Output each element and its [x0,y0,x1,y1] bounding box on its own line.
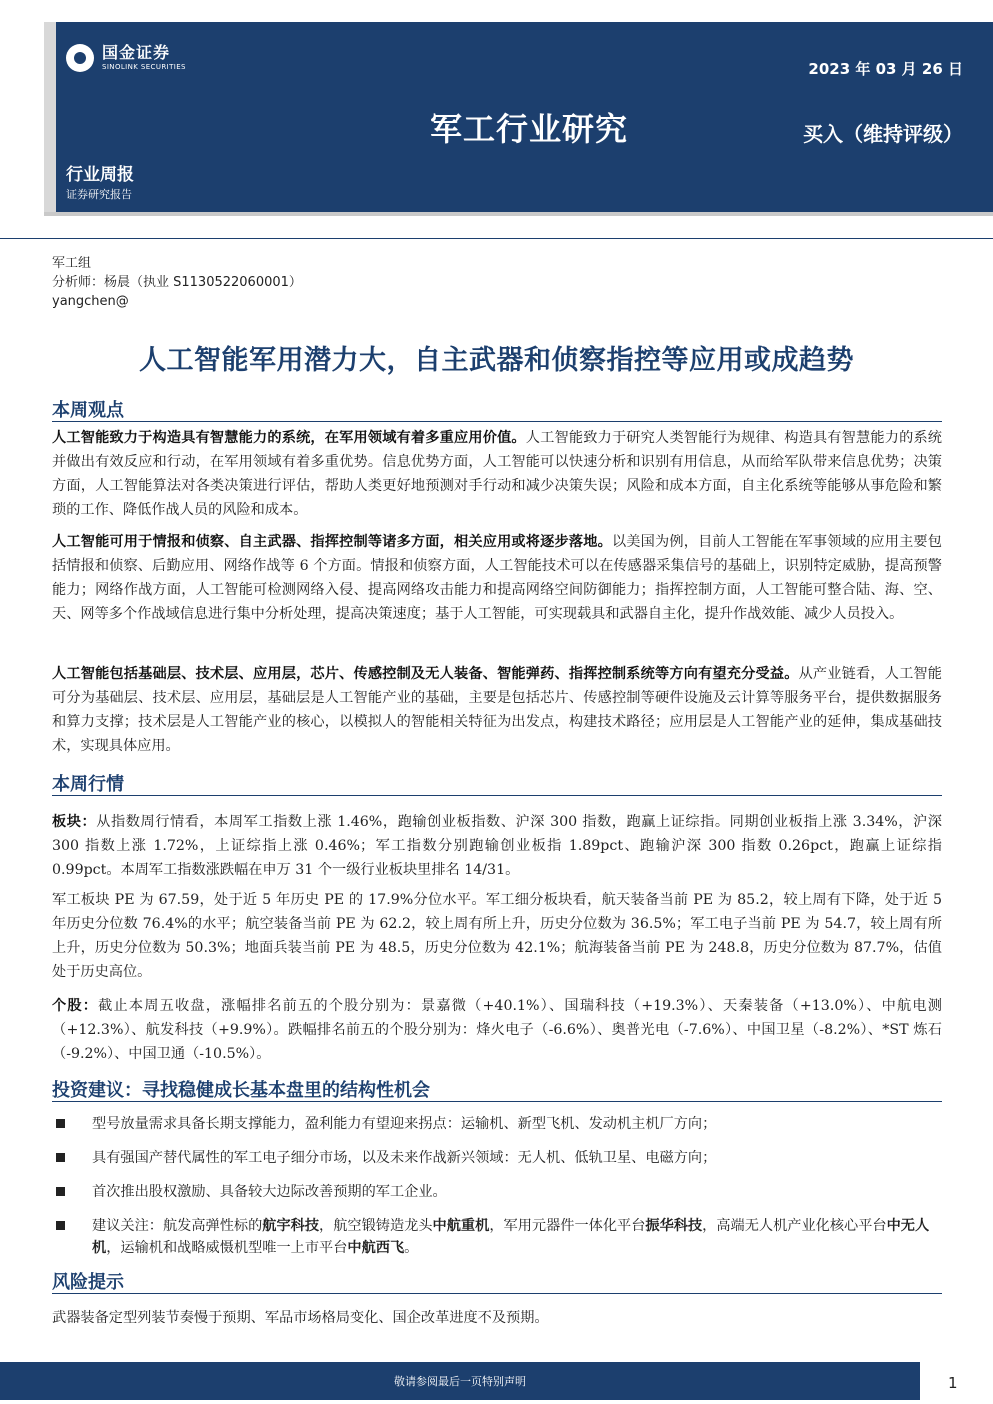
section-title-view: 本周观点 [52,400,124,421]
analyst-email: yangchen@ [52,294,129,309]
view-p1-lead: 人工智能致力于构造具有智慧能力的系统，在军用领域有着多重应用价值。 [52,430,526,446]
bullet-square-icon [56,1119,65,1128]
market-p3-lead: 个股： [52,998,99,1014]
list-item: 首次推出股权激励、具备较大边际改善预期的军工企业。 [52,1181,942,1203]
view-paragraph-2 [52,530,942,626]
logo-name-cn: 国金证券 [102,43,171,62]
section-divider [52,1101,942,1102]
section-divider [52,1293,942,1294]
view-paragraph-1 [52,426,942,522]
section-title-invest: 投资建议：寻找稳健成长基本盘里的结构性机会 [52,1080,430,1101]
report-date: 2023 年 03 月 26 日 [808,60,963,78]
section-title-risk: 风险提示 [52,1272,124,1293]
bullet-square-icon [56,1221,65,1230]
market-p3-body: 截止本周五收盘，涨幅排名前五的个股分别为：景嘉微（+40.1%）、国瑞科技（+19.3%）、天秦装备（+13.0%）、中航电测（+12.3%）、航发科技（+9.9%）。跌幅排名前五的个股分别为：烽火电子（-6.6%）、奥普光电（-7.6%）、中国卫星（-8.2%）、*ST 炼石（-9.2%）、中国卫通（-10.5%）。 [52,998,942,1062]
market-paragraph-2 [52,888,942,984]
footer-notice: 敬请参阅最后一页特别声明 [394,1375,526,1388]
market-p1-lead: 板块： [52,814,97,830]
logo-name-en: SINOLINK SECURITIES [102,63,186,71]
market-paragraph-1 [52,810,942,882]
view-p3-lead: 人工智能包括基础层、技术层、应用层，芯片、传感控制及无人装备、智能弹药、指挥控制系统等方向有望充分受益。 [52,666,799,682]
bullet-square-icon [56,1187,65,1196]
list-item: 具有强国产替代属性的军工电子细分市场，以及未来作战新兴领域：无人机、低轨卫星、电磁方向； [52,1147,942,1169]
invest-list [52,1113,942,1259]
report-type: 行业周报 [66,165,134,185]
list-item: 型号放量需求具备长期支撑能力，盈利能力有望迎来拐点：运输机、新型飞机、发动机主机厂方向； [52,1113,942,1135]
analyst-name: 分析师：杨晨（执业 S1130522060001） [52,275,302,290]
section-divider [52,795,942,796]
report-subtype: 证券研究报告 [66,188,132,201]
page-number: 1 [948,1374,958,1392]
market-paragraph-3 [52,994,942,1066]
analyst-info [52,254,302,311]
report-headline: 人工智能军用潜力大，自主武器和侦察指控等应用或成趋势 [139,345,854,376]
logo-mark-icon [66,44,94,72]
market-p2-body: 军工板块 PE 为 67.59，处于近 5 年历史 PE 的 17.9%分位水平。军工细分板块看，航天装备当前 PE 为 85.2，较上周有下降，处于近 5 年历史分位数 76.4%的水平；航空装备当前 PE 为 62.2，较上周有所上升，历史分位数为 36.5%；军工电子当前 PE 为 54.7，较上周有所上升，历史分位数为 50.3%；地面兵装当前 PE 为 48.5，历史分位数为 42.1%；航海装备当前 PE 为 248.8，历史分位数为 87.7%，估值处于历史高位。 [52,892,942,980]
view-p2-body: 以美国为例，目前人工智能在军事领域的应用主要包括情报和侦察、后勤应用、网络作战等 6 个方面。情报和侦察方面，人工智能技术可以在传感器采集信号的基础上，识别特定威胁，提高预警能力；网络作战方面，人工智能可检测网络入侵、提高网络攻击能力和提高网络空间防御能力；指挥控制方面，人工智能可整合陆、海、空、天、网等多个作战域信息进行集中分析处理，提高决策速度；基于人工智能，可实现载具和武器自主化，提升作战效能、减少人员投入。 [52,534,942,622]
banner-side-shade [44,22,56,212]
view-p2-lead: 人工智能可用于情报和侦察、自主武器、指挥控制等诸多方面，相关应用或将逐步落地。 [52,534,612,550]
market-p1-body: 从指数周行情看，本周军工指数上涨 1.46%，跑输创业板指数、沪深 300 指数，跑赢上证综指。同期创业板指上涨 3.34%，沪深 300 指数上涨 1.72%，上证综指上涨 0.46%；军工指数分别跑输创业板指 1.89pct、跑输沪深 300 指数 0.26pct，跑赢上证综指 0.99pct。本周军工指数涨跌幅在申万 31 个一级行业板块里排名 14/31。 [52,814,942,878]
risk-paragraph: 武器装备定型列装节奏慢于预期、军品市场格局变化、国企改革进度不及预期。 [52,1310,549,1326]
header-divider [0,238,993,239]
rating-label: 买入（维持评级） [803,122,963,146]
list-item: 建议关注：航发高弹性标的航宇科技，航空锻铸造龙头中航重机，军用元器件一体化平台振华科技，高端无人机产业化核心平台中无人机，运输机和战略威慑机型唯一上市平台中航西飞。 [52,1215,942,1259]
bullet-square-icon [56,1153,65,1162]
view-p1-body: 人工智能致力于研究人类智能行为规律、构造具有智慧能力的系统并做出有效反应和行动，在军用领域有着多重优势。信息优势方面，人工智能可以快速分析和识别有用信息，从而给军队带来信息优势；决策方面，人工智能算法对各类决策进行评估，帮助人类更好地预测对手行动和减少决策失误；风险和成本方面，自主化系统等能够从事危险和繁琐的工作、降低作战人员的风险和成本。 [52,430,942,518]
section-title-market: 本周行情 [52,774,124,795]
company-logo [66,44,186,72]
analyst-group: 军工组 [52,256,92,271]
view-paragraph-3 [52,662,942,758]
view-p3-body: 从产业链看，人工智能可分为基础层、技术层、应用层，基础层是人工智能产业的基础，主要是包括芯片、传感控制等硬件设施及云计算等服务平台，提供数据服务和算力支撑；技术层是人工智能产业的核心，以模拟人的智能相关特征为出发点，构建技术路径；应用层是人工智能产业的延伸，集成基础技术，实现具体应用。 [52,666,942,754]
report-title: 军工行业研究 [430,110,629,148]
section-divider [52,421,942,422]
